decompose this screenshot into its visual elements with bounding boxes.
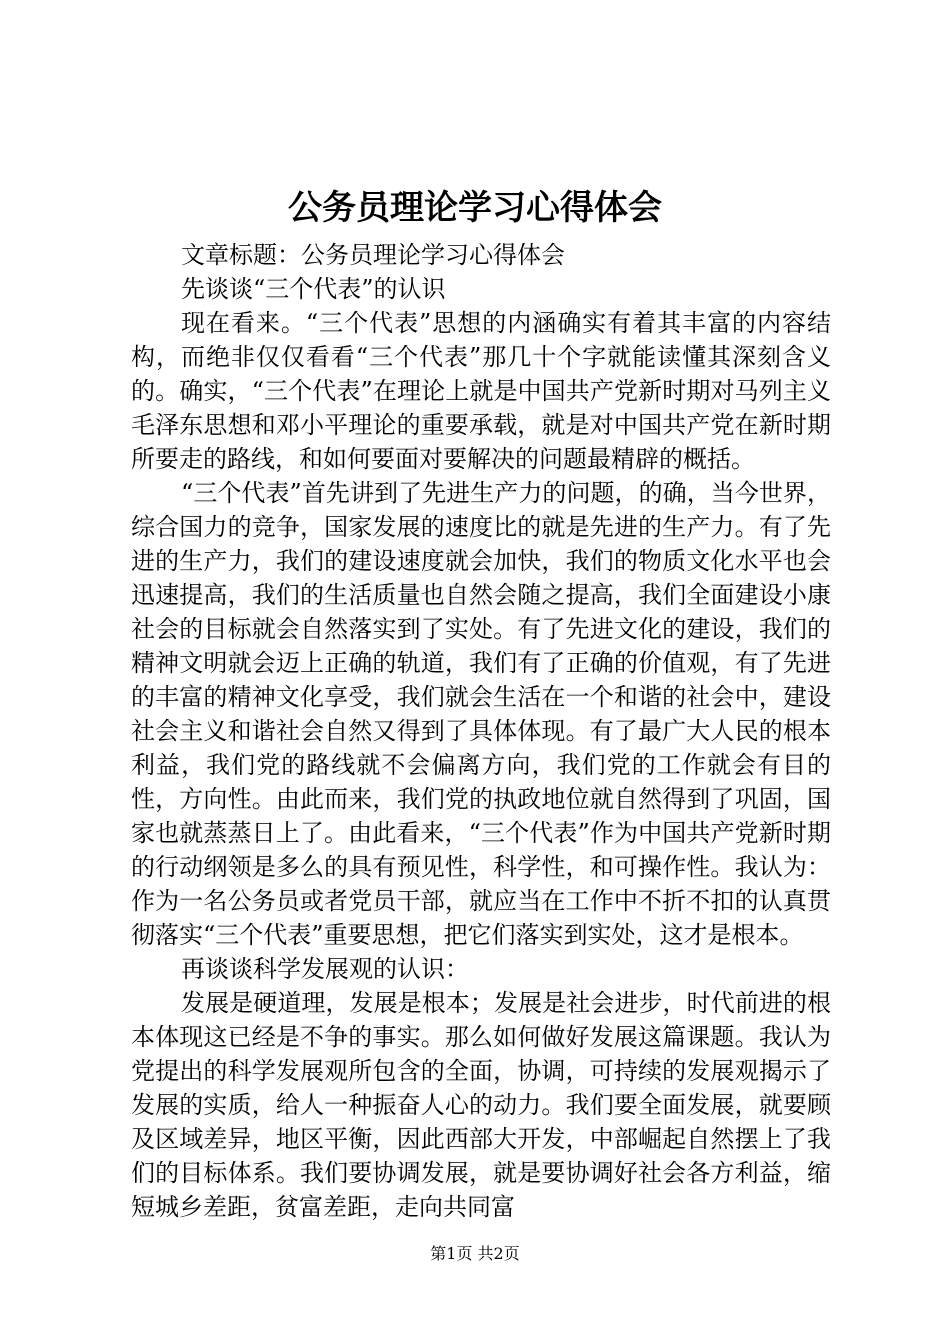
document-body [131,238,831,1224]
section-heading-three-represents: 先谈谈“三个代表”的认识 [181,275,446,303]
section-heading-scientific-development: 再谈谈科学发展观的认识： [181,955,469,983]
paragraph: “三个代表”首先讲到了先进生产力的问题，的确，当今世界，综合国力的竞争，国家发展的速度比的就是先进的生产力。有了先进的生产力，我们的建设速度就会加快，我们的物质文化水平也会迅速提高，我们的生活质量也自然会随之提高，我们全面建设小康社会的目标就会自然落实到了实处。有了先进文化的建设，我们的精神文明就会迈上正确的轨道，我们有了正确的价值观，有了先进的丰富的精神文化享受，我们就会生活在一个和谐的社会中，建设社会主义和谐社会自然又得到了具体体现。有了最广大人民的根本利益，我们党的路线就不会偏离方向，我们党的工作就会有目的性，方向性。由此而来，我们党的执政地位就自然得到了巩固，国家也就蒸蒸日上了。由此看来，“三个代表”作为中国共产党新时期的行动纲领是多么的具有预见性，科学性，和可操作性。我认为：作为一名公务员或者党员干部，就应当在工作中不折不扣的认真贯彻落实“三个代表”重要思想，把它们落实到实处，这才是根本。 [131,479,831,949]
page-footer: 第1页 共2页 [430,1244,520,1263]
article-title-line: 文章标题：公务员理论学习心得体会 [181,241,565,269]
paragraph: 现在看来。“三个代表”思想的内涵确实有着其丰富的内容结构，而绝非仅仅看看“三个代表”那几十个字就能读懂其深刻含义的。确实，“三个代表”在理论上就是中国共产党新时期对马列主义毛泽东思想和邓小平理论的重要承载，就是对中国共产党在新时期所要走的路线，和如何要面对要解决的问题最精辟的概括。 [131,309,831,473]
page-title: 公务员理论学习心得体会 [288,188,662,228]
paragraph: 发展是硬道理，发展是根本；发展是社会进步，时代前进的根本体现这已经是不争的事实。那么如何做好发展这篇课题。我认为党提出的科学发展观所包含的全面，协调，可持续的发展观揭示了发展的实质，给人一种振奋人心的动力。我们要全面发展，就要顾及区域差异，地区平衡，因此西部大开发，中部崛起自然摆上了我们的目标体系。我们要协调发展，就是要协调好社会各方利益，缩短城乡差距，贫富差距，走向共同富 [131,989,831,1221]
